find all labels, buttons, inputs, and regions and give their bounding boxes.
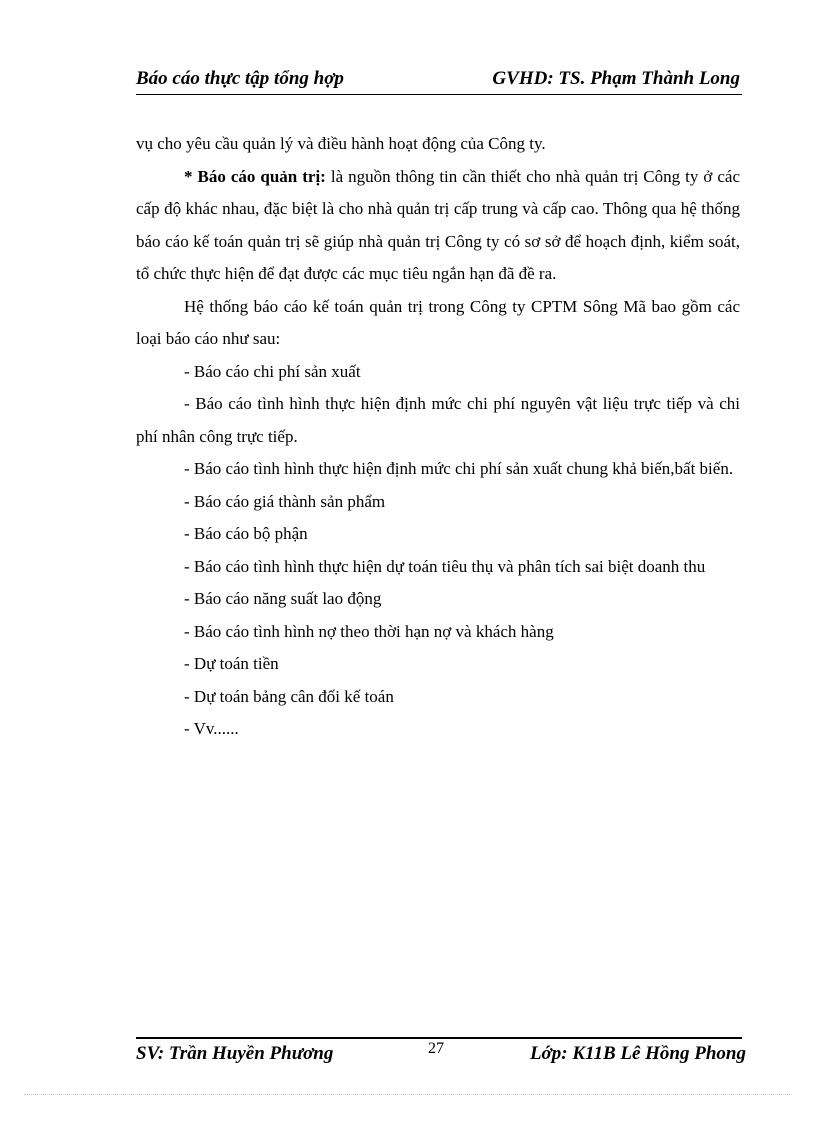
paragraph-management-report — [136, 161, 740, 291]
paragraph-continuation: vụ cho yêu cầu quản lý và điều hành hoạt động của Công ty. — [136, 134, 546, 153]
document-body — [136, 128, 740, 746]
footer-divider — [136, 1037, 742, 1039]
list-item: - Báo cáo bộ phận — [184, 524, 308, 543]
list-item: - Báo cáo giá thành sản phẩm — [184, 491, 386, 511]
management-report-label: * Báo cáo quản trị: — [184, 166, 326, 186]
page-footer — [136, 1040, 746, 1070]
list-item: - Báo cáo năng suất lao động — [184, 589, 382, 608]
page-number: 27 — [428, 1040, 444, 1057]
list-item: - Báo cáo tình hình thực hiện định mức chi phí nguyên vật liệu trực tiếp và chi phí nhân công trực tiếp. — [136, 394, 740, 446]
list-item: - Báo cáo tình hình thực hiện dự toán tiêu thụ và phân tích sai biệt doanh thu — [184, 556, 706, 576]
footer-student-name: SV: Trần Huyền Phương — [136, 1043, 334, 1064]
page-header — [136, 66, 742, 95]
list-item: - Báo cáo tình hình nợ theo thời hạn nợ và khách hàng — [184, 621, 554, 641]
footer-class: Lớp: K11B Lê Hồng Phong — [529, 1043, 746, 1064]
management-report-text: là nguồn thông tin cần thiết cho nhà quản trị Công ty ở các cấp độ khác nhau, đặc biệt là cho nhà quản trị cấp trung và cấp cao. Thông qua hệ thống báo cáo kế toán quản trị sẽ giúp nhà quản trị Công ty có sơ sở để hoạch định, kiểm soát, tổ chức thực hiện để đạt được các mục tiêu ngắn hạn đã đề ra. — [136, 166, 740, 283]
list-item: - Báo cáo tình hình thực hiện định mức chi phí sản xuất chung khả biến,bất biến. — [184, 459, 734, 478]
header-report-title: Báo cáo thực tập tổng hợp — [136, 68, 344, 89]
paragraph-report-system: Hệ thống báo cáo kế toán quản trị trong Công ty CPTM Sông Mã bao gồm các loại báo cáo như sau: — [136, 296, 740, 348]
page-bottom-border — [24, 1094, 792, 1095]
list-item: - Báo cáo chi phí sản xuất — [184, 361, 361, 381]
list-item: - Dự toán tiền — [184, 654, 279, 673]
header-supervisor: GVHD: TS. Phạm Thành Long — [492, 68, 740, 89]
list-item: - Vv...... — [184, 719, 239, 738]
list-item: - Dự toán bảng cân đối kế toán — [184, 686, 394, 706]
